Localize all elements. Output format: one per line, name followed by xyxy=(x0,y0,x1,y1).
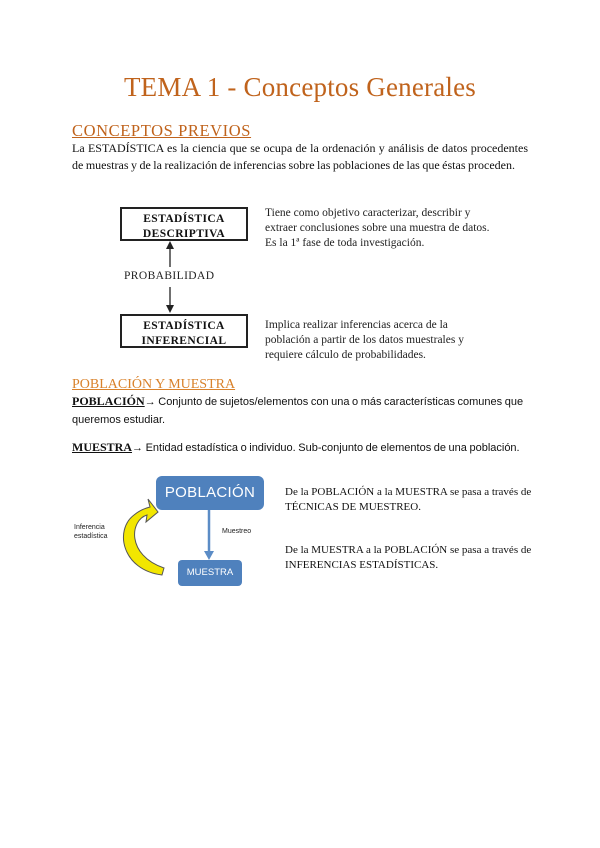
box-inf-line2: INFERENCIAL xyxy=(141,335,227,347)
poblacion-box: POBLACIÓN xyxy=(156,476,264,510)
muestra-definition xyxy=(72,439,530,457)
muestra-box: MUESTRA xyxy=(178,560,242,586)
estadistica-inferencial-box xyxy=(120,314,248,348)
box-desc-line1: ESTADÍSTICA xyxy=(143,213,225,225)
inferencia-label: Inferencia estadística xyxy=(74,524,108,540)
muestreo-label: Muestreo xyxy=(222,528,252,535)
muestra-to-poblacion-text: De la MUESTRA a la POBLACIÓN se pasa a través de INFERENCIAS ESTADÍSTICAS. xyxy=(285,544,532,571)
probabilidad-label: PROBABILIDAD xyxy=(124,270,215,282)
section-heading-poblacion: POBLACIÓN Y MUESTRA xyxy=(72,377,236,392)
poblacion-term: POBLACIÓN xyxy=(72,394,145,408)
muestreo-arrow-icon xyxy=(204,551,214,560)
poblacion-to-muestra-text: De la POBLACIÓN a la MUESTRA se pasa a través de TÉCNICAS DE MUESTREO. xyxy=(285,486,532,513)
section-heading-conceptos: CONCEPTOS PREVIOS xyxy=(72,121,252,140)
descriptiva-description: Tiene como objetivo caracterizar, describir y extraer conclusiones sobre una muestra de datos. Es la 1ª fase de toda investigación. xyxy=(265,207,490,249)
page-title: TEMA 1 - Conceptos Generales xyxy=(123,72,476,102)
muestra-def-text: → Entidad estadística o individuo. Sub-conjunto de elementos de una población. xyxy=(132,442,520,454)
poblacion-def-text: → Conjunto de sujetos/elementos con una o más características comunes que queremos estudiar. xyxy=(72,396,524,426)
arrow-up-icon xyxy=(166,241,174,249)
inference-curved-arrow-icon xyxy=(123,499,164,575)
arrow-down-icon xyxy=(166,305,174,313)
poblacion-definition xyxy=(72,393,530,429)
muestra-term: MUESTRA xyxy=(72,440,133,454)
box-inf-line1: ESTADÍSTICA xyxy=(143,320,225,332)
estadistica-descriptiva-box xyxy=(120,207,248,241)
inferencial-description: Implica realizar inferencias acerca de la población a partir de los datos muestrales y requiere cálculo de probabilidades. xyxy=(265,319,464,361)
intro-paragraph: La ESTADÍSTICA es la ciencia que se ocupa de la ordenación y análisis de datos procedentes de muestras y de la realización de inferencias sobre las poblaciones de las que éstas proceden. xyxy=(72,141,528,172)
box-desc-line2: DESCRIPTIVA xyxy=(142,228,226,240)
